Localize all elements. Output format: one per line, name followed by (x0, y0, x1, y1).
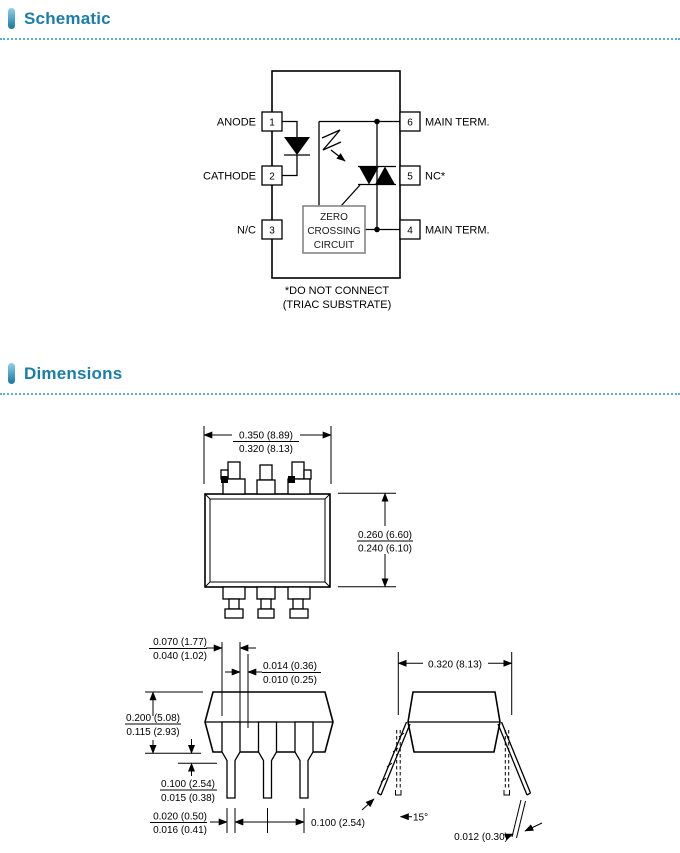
dim-standoff-min: 0.015 (0.38) (161, 793, 215, 804)
dim-standoff-max: 0.100 (2.54) (161, 779, 215, 790)
dim-front-lead-width-and-pitch (150, 808, 365, 836)
dim-lead-width-min: 0.016 (0.41) (153, 825, 207, 836)
left-lead-tip-arrow (362, 799, 374, 810)
zcc-line3: CIRCUIT (313, 240, 355, 251)
pin4-number: 4 (407, 225, 413, 237)
section-accent-bar-icon (8, 363, 15, 384)
triac-gate-wire (341, 185, 360, 206)
pin1-label: ANODE (216, 116, 256, 129)
pin4-label: MAIN TERM. (425, 224, 490, 237)
dim-shoulder-max: 0.070 (1.77) (153, 637, 207, 648)
schematic-note-line1: *DO NOT CONNECT (284, 285, 390, 297)
schematic-section-header (0, 0, 680, 40)
dimensions-section-header (0, 355, 680, 395)
dimensions-diagram (0, 390, 680, 853)
dim-front-standoff (160, 739, 217, 804)
pin1-number: 1 (269, 117, 275, 129)
dim-lead-width-max: 0.020 (0.50) (153, 811, 207, 823)
dim-lead-pitch: 0.100 (2.54) (311, 818, 365, 829)
dim-top-depth (338, 493, 413, 586)
pin2-label: CATHODE (203, 170, 256, 183)
led-diode (282, 122, 310, 176)
pin-boxes-left (262, 112, 282, 239)
pin5-label: NC* (425, 170, 446, 183)
dim-top-depth-max: 0.260 (6.60) (358, 530, 412, 541)
dimensions-section-title: Dimensions (24, 363, 123, 383)
schematic-note-line2: (TRIAC SUBSTRATE) (282, 299, 392, 311)
dim-side-body-width (398, 652, 511, 715)
pin-boxes-right (400, 112, 420, 239)
dim-side-body-width-value: 0.320 (8.13) (428, 659, 482, 671)
zcc-line1: ZERO (320, 212, 348, 223)
dim-lead-thickness-min: 0.010 (0.25) (263, 675, 317, 686)
dim-top-depth-min: 0.240 (6.10) (358, 543, 412, 555)
schematic-diagram (0, 60, 680, 320)
side-view-phantom-leads (396, 730, 510, 795)
top-view-pins-upper (221, 462, 311, 494)
pin5-number: 5 (407, 171, 413, 183)
dim-lead-thickness-max: 0.014 (0.36) (263, 661, 317, 672)
junction-dot-top (374, 119, 380, 125)
dim-front-lead-thickness (225, 654, 321, 728)
front-view-leads (222, 722, 313, 798)
zero-crossing-circuit-box (303, 206, 365, 253)
pin3-number: 3 (269, 225, 275, 237)
dim-body-height-max: 0.200 (5.08) (126, 713, 180, 724)
pin6-number: 6 (407, 117, 413, 129)
package-side-view (362, 652, 542, 843)
pin2-number: 2 (269, 171, 275, 183)
top-view-pins-lower (223, 587, 310, 618)
light-arrow-icon (322, 130, 345, 161)
dim-top-width-max: 0.350 (8.89) (239, 430, 293, 442)
dim-body-height-min: 0.115 (2.93) (126, 727, 180, 738)
dim-lead-angle-value: 15° (413, 812, 429, 824)
dim-side-lead-thickness (454, 800, 542, 843)
top-view-body (205, 494, 330, 587)
section-accent-bar-icon (8, 8, 15, 29)
schematic-section-title: Schematic (24, 8, 111, 28)
dim-shoulder-min: 0.040 (1.02) (153, 651, 207, 662)
dim-side-lead-angle (401, 813, 429, 824)
dim-side-lead-thickness-value: 0.012 (0.30) (454, 832, 508, 843)
package-front-view (125, 637, 365, 836)
pin6-label: MAIN TERM. (425, 116, 490, 129)
pin3-label: N/C (237, 224, 256, 237)
package-top-view (204, 426, 413, 618)
zcc-line2: CROSSING (307, 226, 361, 237)
dim-top-width-min: 0.320 (8.13) (239, 444, 293, 455)
